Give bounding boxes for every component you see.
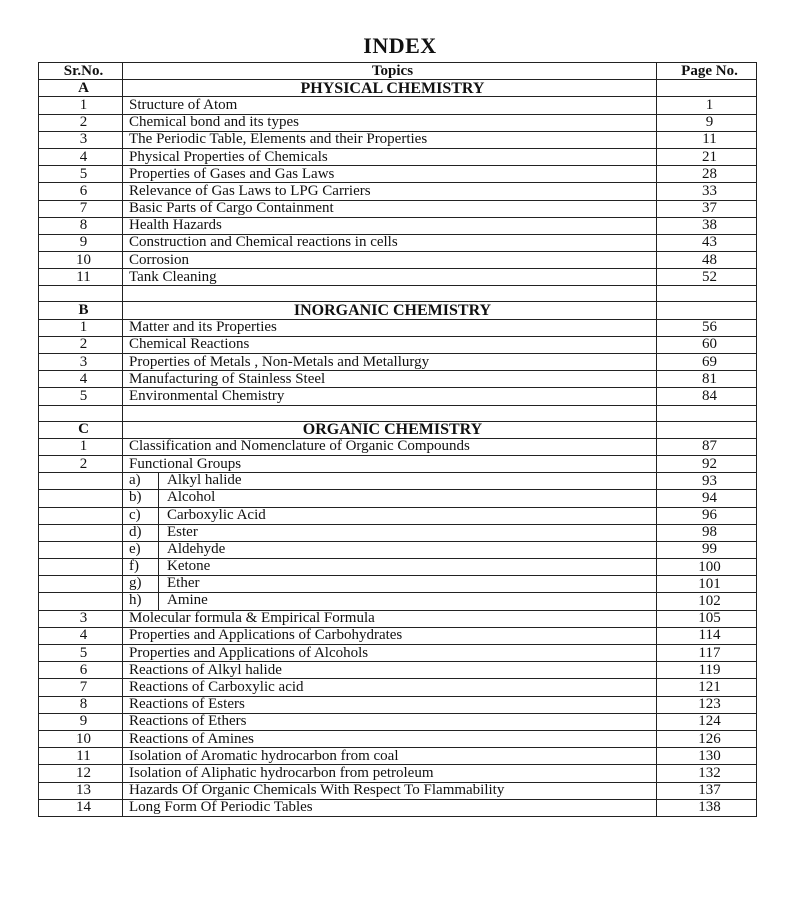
table-row [39, 490, 757, 507]
table-row [39, 319, 757, 336]
spacer-cell [39, 286, 123, 302]
sub-topic-name: Aldehyde [167, 541, 226, 557]
page-no: 124 [657, 713, 757, 730]
topic-cell: Reactions of Alkyl halide [123, 662, 657, 679]
page-no: 21 [657, 148, 757, 165]
topic-cell: Functional Groups [123, 455, 657, 472]
topic-cell [123, 524, 657, 541]
page-no: 126 [657, 730, 757, 747]
page-no: 1 [657, 97, 757, 114]
topic-cell: Properties of Gases and Gas Laws [123, 166, 657, 183]
table-row [39, 438, 757, 455]
header-topics: Topics [123, 63, 657, 80]
sub-label: e) [123, 542, 159, 558]
page-no: 100 [657, 559, 757, 576]
topic-cell: Hazards Of Organic Chemicals With Respect To Flammability [123, 782, 657, 799]
sr-no [39, 559, 123, 576]
table-row [39, 593, 757, 610]
table-row [39, 131, 757, 148]
section-page-cell [657, 80, 757, 97]
page-no: 117 [657, 645, 757, 662]
table-row [39, 166, 757, 183]
sub-topic-name: Alcohol [167, 489, 216, 506]
topic-cell: Properties and Applications of Alcohols [123, 645, 657, 662]
sr-no: 5 [39, 645, 123, 662]
sr-no: 8 [39, 217, 123, 234]
sub-label: b) [123, 490, 159, 506]
topic-cell: Reactions of Ethers [123, 713, 657, 730]
page-no: 38 [657, 217, 757, 234]
sr-no [39, 507, 123, 524]
page-no: 92 [657, 455, 757, 472]
table-row [39, 679, 757, 696]
table-row [39, 541, 757, 558]
topic-cell [123, 576, 657, 593]
page-no: 93 [657, 473, 757, 490]
page-title: INDEX [363, 33, 437, 58]
sub-topic [123, 473, 656, 489]
topic-cell [123, 507, 657, 524]
sr-no: 1 [39, 97, 123, 114]
section-letter: C [39, 421, 123, 438]
page-no: 48 [657, 252, 757, 269]
page-no: 81 [657, 371, 757, 388]
sr-no: 14 [39, 799, 123, 816]
topic-cell: Corrosion [123, 252, 657, 269]
page-no: 11 [657, 131, 757, 148]
sub-topic-name: Ether [167, 575, 200, 592]
topic-cell: Isolation of Aromatic hydrocarbon from coal [123, 748, 657, 765]
topic-cell [123, 541, 657, 558]
table-row [39, 730, 757, 747]
table-row [39, 114, 757, 131]
sr-no: 13 [39, 782, 123, 799]
page-no: 123 [657, 696, 757, 713]
table-row [39, 696, 757, 713]
sr-no: 7 [39, 200, 123, 217]
table-row [39, 183, 757, 200]
page-no: 138 [657, 799, 757, 816]
sr-no: 2 [39, 336, 123, 353]
page-no: 60 [657, 336, 757, 353]
sub-label: a) [123, 473, 159, 489]
sub-topic [123, 542, 656, 558]
page-no: 37 [657, 200, 757, 217]
page-no: 94 [657, 490, 757, 507]
table-row [39, 782, 757, 799]
sr-no: 10 [39, 730, 123, 747]
page-no: 52 [657, 269, 757, 286]
table-row [39, 148, 757, 165]
section-letter: A [39, 80, 123, 97]
sr-no: 3 [39, 354, 123, 371]
topic-cell: The Periodic Table, Elements and their Properties [123, 131, 657, 148]
page-no: 105 [657, 610, 757, 627]
table-row [39, 559, 757, 576]
topic-cell: Environmental Chemistry [123, 388, 657, 405]
sub-topic [123, 490, 656, 506]
topic-cell: Reactions of Carboxylic acid [123, 679, 657, 696]
sr-no: 11 [39, 269, 123, 286]
table-row [39, 662, 757, 679]
sr-no: 3 [39, 131, 123, 148]
page-no: 96 [657, 507, 757, 524]
page-no: 137 [657, 782, 757, 799]
page-no: 87 [657, 438, 757, 455]
header-sr: Sr.No. [39, 63, 123, 80]
section-row [39, 80, 757, 97]
spacer-cell [39, 405, 123, 421]
page-no: 132 [657, 765, 757, 782]
topic-cell: Basic Parts of Cargo Containment [123, 200, 657, 217]
sr-no [39, 576, 123, 593]
sr-no: 4 [39, 627, 123, 644]
sr-no: 4 [39, 148, 123, 165]
topic-cell: Chemical bond and its types [123, 114, 657, 131]
spacer-cell [123, 405, 657, 421]
topic-cell: Chemical Reactions [123, 336, 657, 353]
section-row [39, 302, 757, 319]
sr-no: 5 [39, 166, 123, 183]
sub-topic-name: Amine [167, 592, 208, 609]
table-row [39, 455, 757, 472]
table-row [39, 765, 757, 782]
table-row [39, 748, 757, 765]
table-row [39, 507, 757, 524]
page-no: 121 [657, 679, 757, 696]
page-no: 56 [657, 319, 757, 336]
topic-cell [123, 593, 657, 610]
page-no: 99 [657, 541, 757, 558]
table-row [39, 645, 757, 662]
sr-no: 2 [39, 455, 123, 472]
table-row [39, 336, 757, 353]
sr-no: 1 [39, 438, 123, 455]
sub-topic-name: Ester [167, 524, 198, 540]
table-row [39, 388, 757, 405]
sub-topic-name: Carboxylic Acid [167, 507, 266, 523]
table-row [39, 610, 757, 627]
page-no: 9 [657, 114, 757, 131]
sub-label: c) [123, 508, 159, 524]
page-no: 119 [657, 662, 757, 679]
sr-no [39, 490, 123, 507]
header-page: Page No. [657, 63, 757, 80]
sub-topic [123, 576, 656, 592]
sr-no: 1 [39, 319, 123, 336]
spacer-cell [123, 286, 657, 302]
section-title: ORGANIC CHEMISTRY [123, 421, 657, 438]
index-body [39, 80, 757, 817]
topic-cell: Isolation of Aliphatic hydrocarbon from petroleum [123, 765, 657, 782]
sub-topic [123, 508, 656, 524]
sr-no: 8 [39, 696, 123, 713]
page-no: 98 [657, 524, 757, 541]
sub-label: f) [123, 559, 159, 575]
topic-cell [123, 559, 657, 576]
table-row [39, 627, 757, 644]
section-page-cell [657, 302, 757, 319]
topic-cell: Long Form Of Periodic Tables [123, 799, 657, 816]
topic-cell: Structure of Atom [123, 97, 657, 114]
section-title: INORGANIC CHEMISTRY [123, 302, 657, 319]
page-no: 84 [657, 388, 757, 405]
section-page-cell [657, 421, 757, 438]
table-row [39, 200, 757, 217]
sr-no: 6 [39, 662, 123, 679]
spacer-cell [657, 405, 757, 421]
header-row [39, 63, 757, 80]
sr-no: 9 [39, 234, 123, 251]
page-no: 28 [657, 166, 757, 183]
sub-topic-name: Alkyl halide [167, 472, 242, 489]
page-no: 114 [657, 627, 757, 644]
table-row [39, 269, 757, 286]
table-row [39, 252, 757, 269]
sr-no [39, 541, 123, 558]
section-title: PHYSICAL CHEMISTRY [123, 80, 657, 97]
table-row [39, 576, 757, 593]
table-row [39, 799, 757, 816]
page-no: 69 [657, 354, 757, 371]
topic-cell: Matter and its Properties [123, 319, 657, 336]
page-no: 33 [657, 183, 757, 200]
page-no: 101 [657, 576, 757, 593]
topic-cell [123, 473, 657, 490]
sr-no: 5 [39, 388, 123, 405]
topic-cell [123, 490, 657, 507]
sr-no [39, 593, 123, 610]
sub-topic-name: Ketone [167, 558, 211, 575]
spacer-row [39, 286, 757, 302]
table-row [39, 234, 757, 251]
page-no: 130 [657, 748, 757, 765]
topic-cell: Physical Properties of Chemicals [123, 148, 657, 165]
sr-no: 3 [39, 610, 123, 627]
sr-no: 2 [39, 114, 123, 131]
table-row [39, 371, 757, 388]
table-row [39, 97, 757, 114]
spacer-row [39, 405, 757, 421]
sr-no: 11 [39, 748, 123, 765]
topic-cell: Health Hazards [123, 217, 657, 234]
sub-topic [123, 525, 656, 541]
sr-no: 4 [39, 371, 123, 388]
table-row [39, 354, 757, 371]
sr-no: 9 [39, 713, 123, 730]
sr-no: 12 [39, 765, 123, 782]
sub-label: h) [123, 593, 159, 609]
sr-no [39, 524, 123, 541]
sr-no [39, 473, 123, 490]
topic-cell: Properties and Applications of Carbohydrates [123, 627, 657, 644]
topic-cell: Reactions of Amines [123, 730, 657, 747]
sub-topic [123, 559, 656, 575]
section-letter: B [39, 302, 123, 319]
table-row [39, 713, 757, 730]
sub-label: g) [123, 576, 159, 592]
topic-cell: Tank Cleaning [123, 269, 657, 286]
sub-label: d) [123, 525, 159, 541]
page-no: 43 [657, 234, 757, 251]
table-row [39, 524, 757, 541]
table-row [39, 217, 757, 234]
sr-no: 10 [39, 252, 123, 269]
topic-cell: Properties of Metals , Non-Metals and Metallurgy [123, 354, 657, 371]
sr-no: 7 [39, 679, 123, 696]
index-table [38, 62, 757, 817]
topic-cell: Molecular formula & Empirical Formula [123, 610, 657, 627]
topic-cell: Construction and Chemical reactions in cells [123, 234, 657, 251]
sub-topic [123, 593, 656, 609]
topic-cell: Classification and Nomenclature of Organic Compounds [123, 438, 657, 455]
topic-cell: Manufacturing of Stainless Steel [123, 371, 657, 388]
topic-cell: Relevance of Gas Laws to LPG Carriers [123, 183, 657, 200]
page-no: 102 [657, 593, 757, 610]
section-row [39, 421, 757, 438]
spacer-cell [657, 286, 757, 302]
topic-cell: Reactions of Esters [123, 696, 657, 713]
table-row [39, 473, 757, 490]
sr-no: 6 [39, 183, 123, 200]
